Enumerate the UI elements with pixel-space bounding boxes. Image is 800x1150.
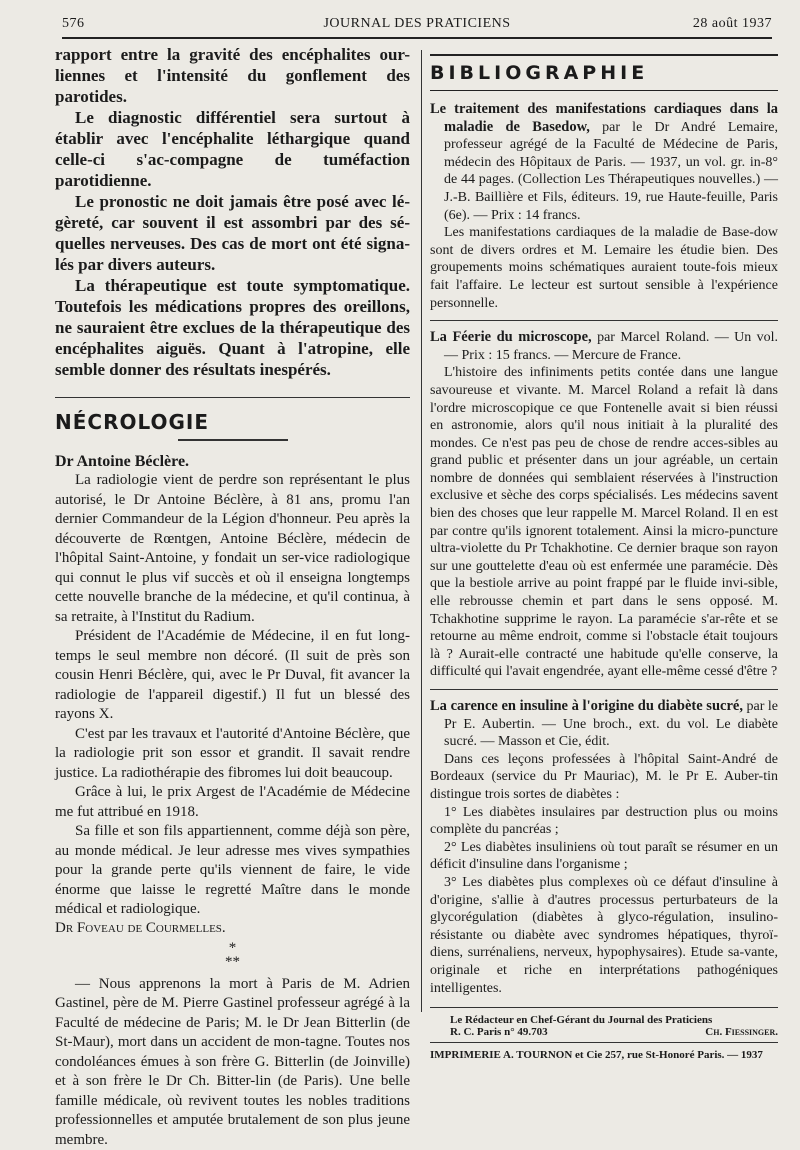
printer-imprint: IMPRIMERIE A. TOURNON et Cie 257, rue St-Honoré Paris. — 1937 <box>430 1049 778 1061</box>
intro-paragraph: rapport entre la gravité des encéphalites our-liennes et l'intensité du gonflement des parotides. <box>55 44 410 107</box>
necrologie-heading: NÉCROLOGIE <box>55 410 410 434</box>
obituary-paragraph: Président de l'Académie de Médecine, il en fut long-temps le seul membre non décoré. (Il suit de près son cousin Henri Béclère, qui, avec le Pr Duval, fit avancer la radiologie de l'appareil digestif.) Il fut un blessé des rayons X. <box>55 627 410 725</box>
book-review: Dans ces leçons professées à l'hôpital Saint-André de Bordeaux (service du Pr Mauriac), M. le Pr E. Auber-tin distingue trois sortes de diabètes : <box>430 751 778 804</box>
book-details: par Marcel Roland. — Un vol. — Prix : 15 francs. — Mercure de France. <box>444 330 778 363</box>
diabetes-type-item: 3° Les diabètes plus complexes où ce défaut d'insuline à d'origine, s'allie à d'autres processus perturbateurs de la glycorégulation (diabètes à glyco-régulation, insulino-résistante ou diabète avec syndromes hépatiques, thyroï-diens, surrénaliens, nerveux, hypophysaires). Etude sa-vante, originale et riche en interprétations pathogéniques intelligentes. <box>430 874 778 997</box>
left-column <box>55 44 410 1150</box>
editor-name: Ch. Fiessinger. <box>705 1026 778 1038</box>
heading-underline <box>178 439 288 441</box>
intro-paragraph: La thérapeutique est toute symptomatique. Toutefois les médications propres des oreillons, ne sauraient être exclues de la thérapeutique des encéphalites aiguës. Quant à l'atropine, elle semble donner des résultats inespérés. <box>55 275 410 380</box>
book-review: L'histoire des infiniments petits contée dans une langue savoureuse et vivante. M. Marcel Roland a refait là dans l'ordre microscopique ce que Fontenelle avait si bien réussi en astronomie, alors qu'il nous initiait à la pluralité des mondes. Ce n'est pas peu de chose de rendre acces-sibles au grand public et présenter dans un jour agréable, un certain nombre de données qui semblaient réservées à l'instruction exclusive et sèche des corps spécialisés. Les médecins savent bien des choses que leur rappelle M. Marcel Roland. Il en est par contre qu'ils ignorent totalement. Ainsi la micro-puncture ultra-violette du Pr Tchakhotine. Ce dernier braque son rayon sur une gouttelette d'eau où est enfermée une paramécie. Dès que la bestiole arrive au point frappé par le fluide invi-sible, elle rebrousse chemin et part dans le sens opposé. M. Tchakhotine supprime le rayon. La paramécie s'ar-rête et se retourne au même endroit, comme si l'obstacle était toujours là ? Aurait-elle contracté une habitude qu'elle conserve, la difficulté qui l'avait engendrée, ayant elle-même cessé d'être ? <box>430 364 778 681</box>
obituary-signature: Dr Foveau de Courmelles. <box>55 920 410 937</box>
registration-number: R. C. Paris n° 49.703 <box>450 1026 548 1038</box>
column-divider <box>421 50 422 1012</box>
editor-credit: Le Rédacteur en Chef-Gérant du Journal des Praticiens <box>450 1014 712 1026</box>
intro-paragraph: Le diagnostic différentiel sera surtout à établir avec l'encéphalite léthargique quand celle-ci s'ac-compagne de tuméfaction parotidienne. <box>55 107 410 191</box>
book-title: La carence en insuline à l'origine du diabète sucré, <box>430 698 743 714</box>
section-rule <box>55 397 410 398</box>
bibliographie-banner <box>430 54 778 91</box>
header-rule <box>62 37 772 39</box>
entry-rule <box>430 689 778 690</box>
intro-paragraph: Le pronostic ne doit jamais être posé avec lé-gèreté, car souvent il est assombri par des sé-quelles nerveuses. Des cas de mort ont été signa-lés par divers auteurs. <box>55 191 410 275</box>
page-number: 576 <box>62 16 85 32</box>
obituary-title: Dr Antoine Béclère. <box>55 453 410 471</box>
book-title: Le traitement des manifestations cardiaques dans la maladie de Basedow, <box>430 101 778 135</box>
diabetes-type-item: 2° Les diabètes insuliniens où tout paraît se résumer en un déficit d'insuline dans l'organisme ; <box>430 839 778 874</box>
bibliographie-heading: BIBLIOGRAPHIE <box>430 62 778 84</box>
running-header <box>62 14 772 36</box>
book-details: par le Pr E. Aubertin. — Une broch., ext. du vol. Le diabète sucré. — Masson et Cie, édit. <box>444 699 778 749</box>
book-entry <box>430 101 778 224</box>
right-column <box>430 44 778 1061</box>
obituary-paragraph: C'est par les travaux et l'autorité d'Antoine Béclère, que la radiologie prit son essor et grandit. Il savait rendre justice. La radiothérapie des fibromes lui doit beaucoup. <box>55 725 410 784</box>
journal-title: JOURNAL DES PRATICIENS <box>62 16 772 32</box>
book-title: La Féerie du microscope, <box>430 329 592 345</box>
book-entry <box>430 698 778 751</box>
footer-editor-line <box>430 1014 778 1026</box>
issue-date: 28 août 1937 <box>693 16 772 32</box>
book-entry <box>430 329 778 364</box>
entry-rule <box>430 320 778 321</box>
obituary-paragraph: Grâce à lui, le prix Argest de l'Académie de Médecine me fut attribué en 1918. <box>55 783 410 822</box>
asterism: * ** <box>55 941 410 969</box>
book-details: par le Dr André Lemaire, professeur agrégé de la Faculté de Médecine de Paris, médecin des Hôpitaux de Paris. — 1937, un vol. gr. in-8° de 44 pages. (Collection Les Thérapeutiques nouvelles.) — J.-B. Baillière et Fils, éditeurs. 19, rue Haute-feuille, Paris (6e). — Prix : 14 francs. <box>444 120 778 223</box>
obituary-paragraph: Sa fille et son fils appartiennent, comme déjà son père, au monde médical. Je leur adresse mes vives sympathies pour la grande perte qu'ils viennent de faire, le vide énorme que laisse le regretté Maître dans le monde médical et radiologique. <box>55 822 410 920</box>
footer-rule <box>430 1007 778 1008</box>
diabetes-type-item: 1° Les diabètes insulaires par destruction plus ou moins complète du pancréas ; <box>430 804 778 839</box>
book-review: Les manifestations cardiaques de la maladie de Base-dow sont de divers ordres et M. Lemaire les étudie bien. Des groupements moins schématiques auraient toute-fois mieux fait l'affaire. Le lecteur est surtout sensible à l'expérience personnelle. <box>430 224 778 312</box>
obituary-paragraph: La radiologie vient de perdre son représentant le plus autorisé, le Dr Antoine Béclère, à 81 ans, promu l'an dernier Commandeur de la Légion d'honneur. Peu après la découverte de Rœntgen, Antoine Béclère, médecin de l'hôpital Saint-Antoine, y fondait un ser-vice radiologique qui connut le plus vif succès et où il enseigna longtemps cette nouvelle branche de la médecine, et qu'il continua, à sa retraite, à l'Institut du Radium. <box>55 471 410 627</box>
footer-registration-line <box>430 1026 778 1038</box>
footer-rule <box>430 1042 778 1043</box>
death-notice-paragraph: — Nous apprenons la mort à Paris de M. Adrien Gastinel, père de M. Pierre Gastinel professeur agrégé à la Faculté de médecine de Paris; M. le Dr Jean Bitterlin (de St-Maur), mort dans un accident de mon-tagne. Toutes nos condoléances émues à son frère G. Bitterlin (de Joinville) et à son frère le Dr Ch. Bitter-lin (de Paris). Une belle famille médicale, où revivent toutes les nobles traditions professionnelles et amputée brutalement de son plus jeune membre. <box>55 975 410 1150</box>
